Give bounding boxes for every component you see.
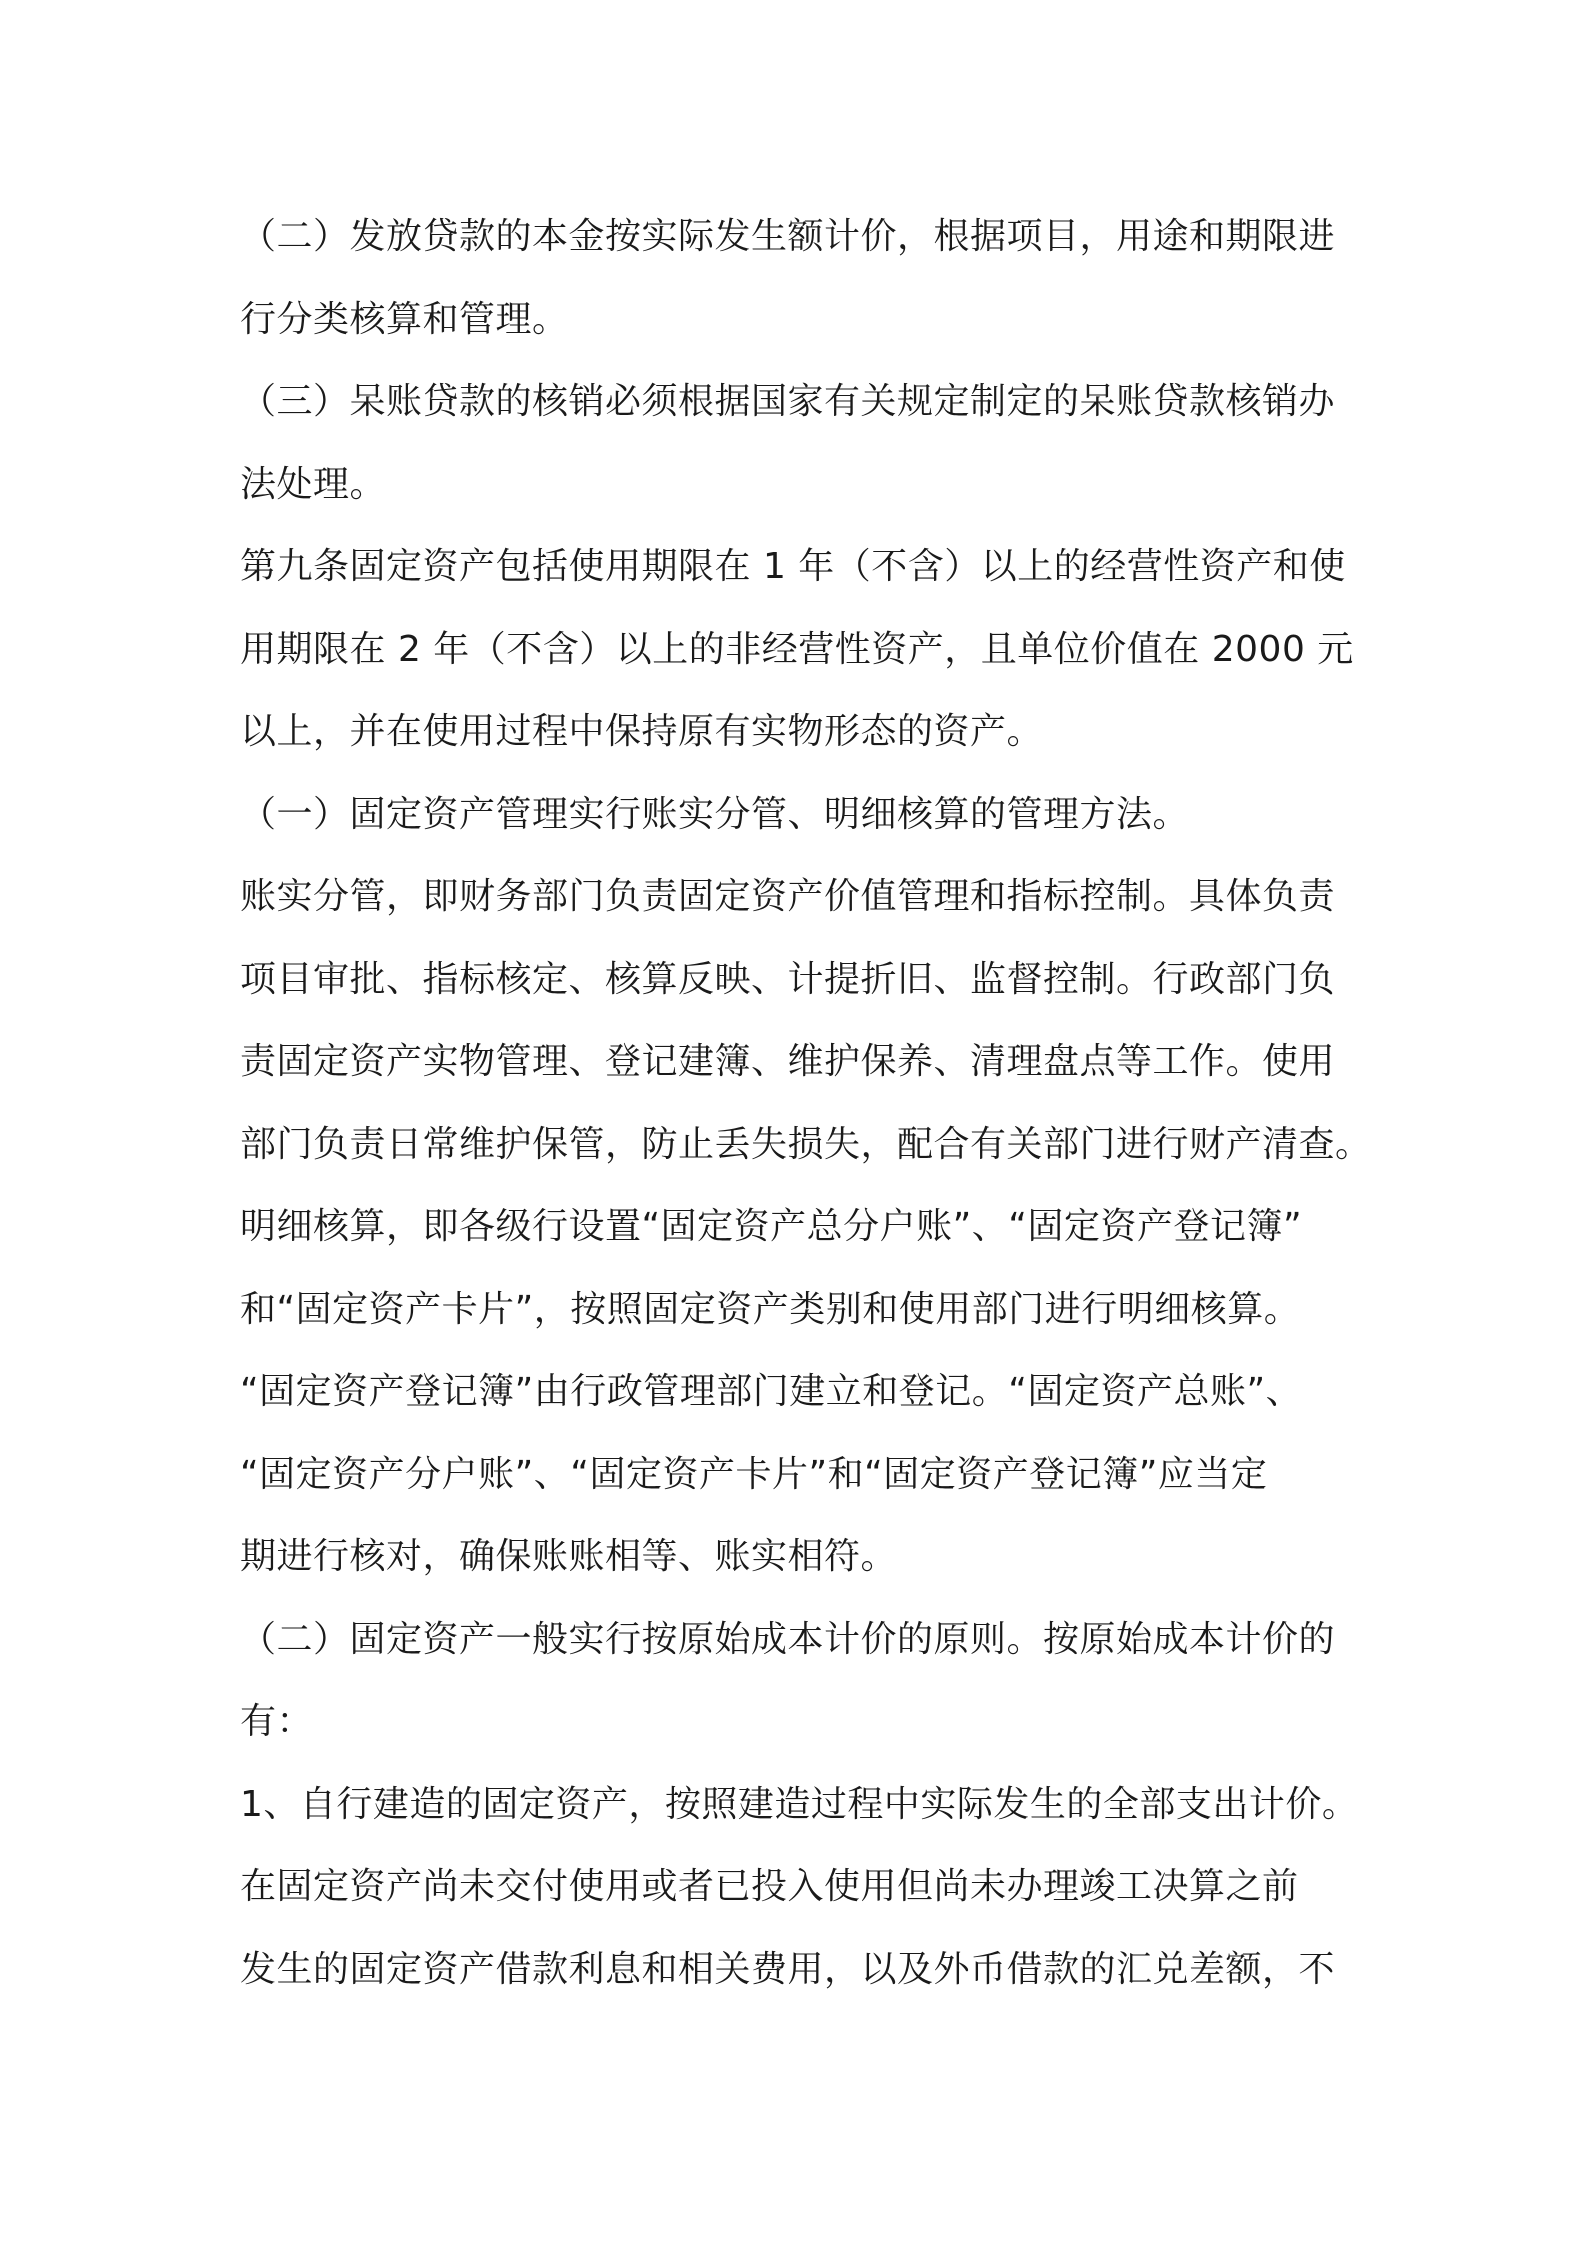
- text-line: 行分类核算和管理。: [240, 298, 569, 340]
- text-line: “固定资产登记簿”由行政管理部门建立和登记。“固定资产总账”、: [240, 1371, 1303, 1412]
- document-body: [240, 196, 1370, 2011]
- text-line: 发生的固定资产借款利息和相关费用，以及外币借款的汇兑差额，不: [240, 1948, 1336, 1990]
- text-line: （二）发放贷款的本金按实际发生额计价，根据项目，用途和期限进: [240, 216, 1336, 257]
- text-line: （一）固定资产管理实行账实分管、明细核算的管理方法。: [240, 793, 1190, 835]
- text-line: 项目审批、指标核定、核算反映、计提折旧、监督控制。行政部门负: [240, 958, 1336, 1000]
- text-line: 明细核算，即各级行设置“固定资产总分户账”、“固定资产登记簿”: [240, 1206, 1303, 1247]
- text-line: 1、自行建造的固定资产，按照建造过程中实际发生的全部支出计价。: [240, 1783, 1359, 1825]
- text-line: 账实分管，即财务部门负责固定资产价值管理和指标控制。具体负责: [240, 876, 1336, 917]
- text-line: 第九条固定资产包括使用期限在 1 年（不含）以上的经营性资产和使: [240, 546, 1346, 587]
- text-line: “固定资产分户账”、“固定资产卡片”和“固定资产登记簿”应当定: [240, 1453, 1268, 1495]
- text-line: （三）呆账贷款的核销必须根据国家有关规定制定的呆账贷款核销办: [240, 381, 1336, 422]
- text-line: 部门负责日常维护保管，防止丢失损失，配合有关部门进行财产清查。: [240, 1123, 1372, 1165]
- text-line: 用期限在 2 年（不含）以上的非经营性资产，且单位价值在 2000 元: [240, 628, 1354, 670]
- text-line: 以上，并在使用过程中保持原有实物形态的资产。: [240, 711, 1044, 752]
- text-line: 和“固定资产卡片”，按照固定资产类别和使用部门进行明细核算。: [240, 1288, 1301, 1330]
- text-line: （二）固定资产一般实行按原始成本计价的原则。按原始成本计价的: [240, 1618, 1336, 1660]
- text-line: 有：: [240, 1701, 314, 1742]
- text-line: 在固定资产尚未交付使用或者已投入使用但尚未办理竣工决算之前: [240, 1866, 1299, 1907]
- text-line: 责固定资产实物管理、登记建簿、维护保养、清理盘点等工作。使用: [240, 1041, 1336, 1082]
- text-line: 法处理。: [240, 463, 387, 505]
- text-line: 期进行核对，确保账账相等、账实相符。: [240, 1536, 898, 1577]
